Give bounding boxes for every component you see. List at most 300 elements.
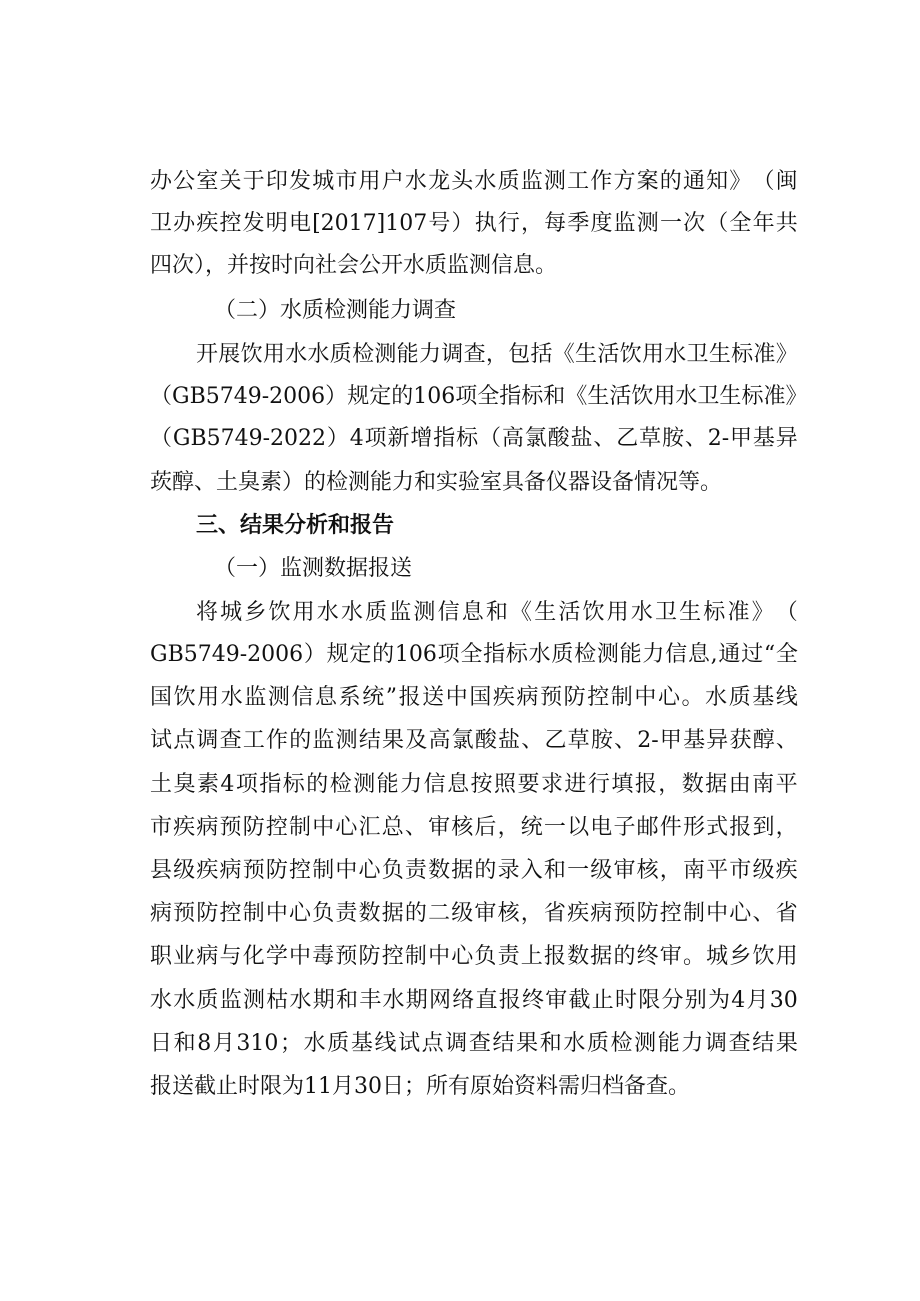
text-segment: 试 [398,1031,421,1056]
text-segment: 获 [729,728,752,753]
text-segment: 准 [753,342,776,367]
text-segment: 。 [682,944,705,969]
text-segment: 指 [433,426,456,451]
text-segment: 式 [706,815,729,840]
text-segment: 的 [474,858,497,883]
text-segment: 饮 [240,342,263,367]
text-segment: 项 [437,642,460,667]
text-segment: 的 [289,728,312,753]
text-segment: 全 [729,211,752,236]
text-segment: 控 [587,685,610,710]
text-segment: 级 [173,858,196,883]
text-segment: 水 [289,988,312,1013]
text-segment: 城 [312,169,335,194]
text-segment: 期 [312,988,335,1013]
text-segment: （ [150,384,173,409]
text-segment: 水 [316,600,339,625]
paragraph-line [0,594,920,632]
text-segment: 负 [381,858,404,883]
paragraph-line [0,336,920,374]
text-segment: 中 [312,815,335,840]
text-segment: 邮 [636,815,659,840]
text-segment: 调 [445,1031,468,1056]
text-segment: 级 [451,901,474,926]
text-segment: 胺 [590,728,613,753]
text-segment: 发 [242,211,265,236]
text-segment: 标 [703,600,726,625]
text-segment: 一 [659,211,682,236]
text-segment: 件 [659,815,682,840]
text-segment: 制 [312,858,335,883]
text-segment: 30 [769,988,798,1013]
text-segment: 中 [706,901,729,926]
text-segment: 中 [445,685,468,710]
text-segment: 》 [785,384,808,409]
text-segment: 后 [474,815,497,840]
text-segment: 通 [682,169,705,194]
text-segment: 测 [636,211,659,236]
text-segment: 水 [630,600,653,625]
text-segment: 据 [590,944,613,969]
text-segment: 中 [634,685,657,710]
text-segment: 预 [335,944,358,969]
text-segment: 土 [150,772,173,797]
text-segment: 水 [528,642,551,667]
text-segment: （ [775,600,798,625]
text-segment: 力 [400,772,423,797]
text-segment: 数 [681,772,704,797]
text-segment: 控 [265,815,288,840]
text-segment: 106 [394,642,437,667]
text-segment: 审 [613,858,636,883]
text-segment: 行 [587,772,610,797]
text-segment: 填 [611,772,634,797]
text-segment: 号 [428,211,451,236]
text-segment: 监 [312,728,335,753]
text-segment: 、 [521,728,544,753]
subsection-heading: （一）监测数据报送 [214,556,413,581]
text-segment: 基 [752,426,775,451]
text-segment: 结 [492,1031,515,1056]
text-segment: 心 [289,901,312,926]
text-segment: 据 [381,901,404,926]
text-segment: 检 [329,772,352,797]
text-segment: 预 [540,685,563,710]
text-segment: 防 [265,858,288,883]
text-segment: 的 [372,642,395,667]
paragraph-line [0,895,920,933]
text-segment: 用 [358,169,381,194]
text-segment: 疾 [196,858,219,883]
text-segment: 用 [262,342,285,367]
text-segment: GB5749-2006 [172,384,326,409]
text-segment: 卫 [686,342,709,367]
text-segment: 、 [775,728,798,753]
text-segment: 总 [381,815,404,840]
text-segment: 期 [405,988,428,1013]
text-segment: 核 [451,815,474,840]
text-segment: 心 [657,685,680,710]
text-segment: 病 [196,944,219,969]
text-segment: 准 [763,384,786,409]
text-segment: 络 [452,988,475,1013]
text-segment: ） [325,384,348,409]
text-segment: 学 [265,944,288,969]
text-segment: 甲 [659,728,682,753]
text-segment: 素 [196,772,219,797]
text-segment: 生 [719,384,742,409]
text-segment: 中 [335,858,358,883]
text-segment: 点 [173,728,196,753]
text-segment: 和 [485,600,508,625]
text-segment: 防 [242,815,265,840]
text-segment: 工 [242,728,265,753]
text-segment: 和 [539,1031,562,1056]
text-segment: 闽 [775,169,798,194]
text-segment: 次 [683,211,706,236]
text-segment: 和 [173,1031,196,1056]
text-segment: 106 [413,384,456,409]
text-segment: 方 [613,169,636,194]
text-segment: 标 [505,642,528,667]
text-segment: 数 [428,858,451,883]
text-segment: 展 [218,342,241,367]
text-segment: 、 [752,901,775,926]
text-segment: 乙 [616,426,639,451]
text-segment: 报 [634,772,657,797]
text-segment: 时 [615,988,638,1013]
text-segment: 用 [653,384,676,409]
text-segment: ， [497,815,520,840]
text-segment: 中 [428,944,451,969]
text-segment: 调 [704,1031,727,1056]
text-segment: 用 [292,600,315,625]
text-segment: 生 [587,384,610,409]
text-segment: 查 [728,1031,751,1056]
text-segment: 甲 [730,426,753,451]
text-segment: 控 [289,858,312,883]
paragraph-line: 四次），并按时向社会公开水质监测信息。 [150,253,558,278]
text-segment: 月 [746,988,769,1013]
text-segment: 案 [636,169,659,194]
text-segment: 季 [567,211,590,236]
text-segment: 系 [338,685,361,710]
text-segment: 测 [335,728,358,753]
text-segment: 用 [197,685,220,710]
text-segment: 按 [470,772,493,797]
text-segment: 盐 [498,728,521,753]
text-segment: 息 [687,642,710,667]
text-segment: 监 [520,169,543,194]
text-segment: 级 [752,858,775,883]
text-segment: 报 [398,685,421,710]
text-segment: 控 [219,901,242,926]
text-segment: 盐 [570,426,593,451]
text-segment: 防 [196,901,219,926]
text-segment: 酸 [547,426,570,451]
text-segment: 制 [242,901,265,926]
text-segment: 草 [639,426,662,451]
paragraph-line [0,1025,920,1063]
text-segment: 测 [374,342,397,367]
text-segment: 用 [775,944,798,969]
text-segment: 水 [563,1031,586,1056]
text-segment: 监 [613,211,636,236]
text-segment: 指 [259,772,282,797]
text-segment: 监 [219,988,242,1013]
text-segment: 送 [422,685,445,710]
text-segment: 由 [728,772,751,797]
text-segment: 8 [197,1031,212,1056]
text-segment: 《 [552,342,575,367]
text-segment: 、 [404,815,427,840]
text-segment: 信 [665,642,688,667]
text-segment: 级 [590,858,613,883]
paragraph-line [0,938,920,976]
text-segment: 疾 [173,815,196,840]
text-segment: 项 [364,426,387,451]
text-segment: 用 [641,342,664,367]
text-segment: 预 [613,901,636,926]
text-segment: 疾 [567,901,590,926]
text-segment: 月 [212,1031,235,1056]
text-segment: 生 [534,600,557,625]
text-segment: 调 [441,342,464,367]
text-segment: （ [479,426,502,451]
text-segment: 户 [381,169,404,194]
text-segment: 力 [681,1031,704,1056]
text-segment: 录 [497,858,520,883]
text-segment: 病 [516,685,539,710]
text-segment: 饮 [268,600,291,625]
text-segment: 报 [498,988,521,1013]
text-segment: , [710,642,718,667]
text-segment: 求 [540,772,563,797]
text-segment: 通 [718,642,741,667]
text-segment: 化 [242,944,265,969]
section-heading: 三、结果分析和报告 [196,513,395,538]
text-segment: 调 [196,728,219,753]
text-segment: 检 [352,342,375,367]
text-segment: 作 [590,169,613,194]
text-segment: 负 [312,901,335,926]
text-segment: 据 [705,772,728,797]
text-segment: 室 [196,169,219,194]
text-segment: 点 [421,1031,444,1056]
text-segment: 乡 [729,944,752,969]
paragraph-line [0,852,920,890]
text-segment: 测 [413,600,436,625]
text-segment: （ [706,211,729,236]
text-segment: 标 [731,342,754,367]
text-segment: 臭 [173,772,196,797]
text-segment: 酸 [474,728,497,753]
text-segment: 统 [362,685,385,710]
text-segment: 生 [708,342,731,367]
text-segment: （ [752,169,775,194]
text-segment: 截 [568,988,591,1013]
text-segment: 省 [543,901,566,926]
text-segment: 防 [563,685,586,710]
text-segment: 责 [335,901,358,926]
text-segment: GB5749-2006 [150,642,304,667]
text-segment: 水 [404,169,427,194]
text-segment: 日 [150,1031,173,1056]
text-segment: “ [763,642,776,667]
text-segment: 试 [150,728,173,753]
text-segment: 标 [456,426,479,451]
text-segment: 印 [265,169,288,194]
text-segment: 指 [483,642,506,667]
text-segment: 分 [661,988,684,1013]
text-segment: ， [658,772,681,797]
text-segment: ， [775,815,798,840]
text-segment: 4 [220,772,235,797]
text-segment: 信 [291,685,314,710]
text-segment: ， [485,342,508,367]
text-segment: 括 [530,342,553,367]
text-segment: 将 [196,600,219,625]
text-segment: 市 [150,815,173,840]
text-segment: 一 [567,858,590,883]
text-segment: 和 [543,858,566,883]
paragraph-line [0,205,920,243]
text-segment: 息 [315,685,338,710]
text-segment: 醇 [752,728,775,753]
text-segment: 核 [636,858,659,883]
text-segment: 果 [382,728,405,753]
text-segment: 水 [307,342,330,367]
text-segment: 龙 [428,169,451,194]
text-segment: 预 [173,901,196,926]
text-segment: 审 [474,901,497,926]
text-segment: 水 [150,988,173,1013]
paragraph-line [0,766,920,804]
text-segment: 执 [474,211,497,236]
text-segment: 业 [173,944,196,969]
text-segment: 、 [593,426,616,451]
text-segment: 活 [558,600,581,625]
text-segment: 形 [682,815,705,840]
text-segment: 力 [642,642,665,667]
text-segment: 丰 [359,988,382,1013]
text-segment: 制 [610,685,633,710]
text-segment: ， [659,858,682,883]
text-segment: 市 [335,169,358,194]
text-segment: 果 [775,1031,798,1056]
text-segment: 卫 [150,211,173,236]
text-segment: 饮 [582,600,605,625]
text-segment: 项 [235,772,258,797]
text-segment: 办 [173,211,196,236]
text-segment: 力 [418,342,441,367]
text-segment: 预 [242,858,265,883]
text-segment: 的 [404,901,427,926]
text-segment: 过 [741,642,764,667]
text-segment: 能 [376,772,399,797]
text-segment: 卫 [654,600,677,625]
text-segment: 质 [365,600,388,625]
text-segment: 监 [244,685,267,710]
text-segment: 准 [727,600,750,625]
paragraph-line: 莰醇、土臭素）的检测能力和实验室具备仪器设备情况等。 [150,470,723,495]
text-segment: （ [150,426,173,451]
text-segment: GB5749-2022 [172,426,327,451]
text-segment: 线 [775,685,798,710]
text-segment: 信 [437,600,460,625]
text-segment: 南 [682,858,705,883]
text-segment: 汇 [358,815,381,840]
text-segment: 结 [752,1031,775,1056]
text-segment: 水 [474,169,497,194]
text-segment: 质 [497,169,520,194]
text-segment: 指 [499,384,522,409]
text-segment: 生 [679,600,702,625]
text-segment: 4 [731,988,746,1013]
text-segment: 报 [729,815,752,840]
subsection-heading: （二）水质检测能力调查 [214,298,457,323]
text-segment: 审 [659,944,682,969]
text-segment: 别 [684,988,707,1013]
text-segment: 年 [752,211,775,236]
paragraph-line [0,982,920,1020]
text-segment: 水 [220,685,243,710]
text-segment: 标 [741,384,764,409]
text-segment: 心 [335,815,358,840]
text-segment: 规 [326,642,349,667]
text-segment: 草 [567,728,590,753]
text-segment: 于 [242,169,265,194]
text-segment: 限 [638,988,661,1013]
text-segment: 电 [288,211,311,236]
paragraph-line [0,378,920,416]
text-segment: 检 [610,1031,633,1056]
text-segment: 疾 [775,858,798,883]
text-segment: 乡 [244,600,267,625]
text-segment: ） [451,211,474,236]
text-segment: 疾 [196,211,219,236]
text-segment: 心 [451,944,474,969]
text-segment: 城 [706,944,729,969]
text-segment: 明 [265,211,288,236]
text-segment: 新 [387,426,410,451]
text-segment: 知 [706,169,729,194]
text-segment: 息 [447,772,470,797]
text-segment: 查 [468,1031,491,1056]
text-segment: 进 [564,772,587,797]
text-segment: 病 [150,901,173,926]
text-segment: 核 [497,901,520,926]
text-segment: 310 [236,1031,279,1056]
text-segment: 制 [682,901,705,926]
text-segment: 水 [173,988,196,1013]
text-segment: 的 [306,772,329,797]
text-segment: 。 [681,685,704,710]
text-segment: 职 [150,944,173,969]
text-segment: 南 [752,772,775,797]
text-segment: 头 [451,169,474,194]
text-segment: 全 [477,384,500,409]
text-segment: 水 [382,988,405,1013]
text-segment: 高 [428,728,451,753]
text-segment: 检 [574,642,597,667]
text-segment: 发 [289,169,312,194]
text-segment: 水 [340,600,363,625]
text-segment: 结 [358,728,381,753]
text-segment: 《 [565,384,588,409]
text-segment: 基 [752,685,775,710]
text-segment: 电 [590,815,613,840]
